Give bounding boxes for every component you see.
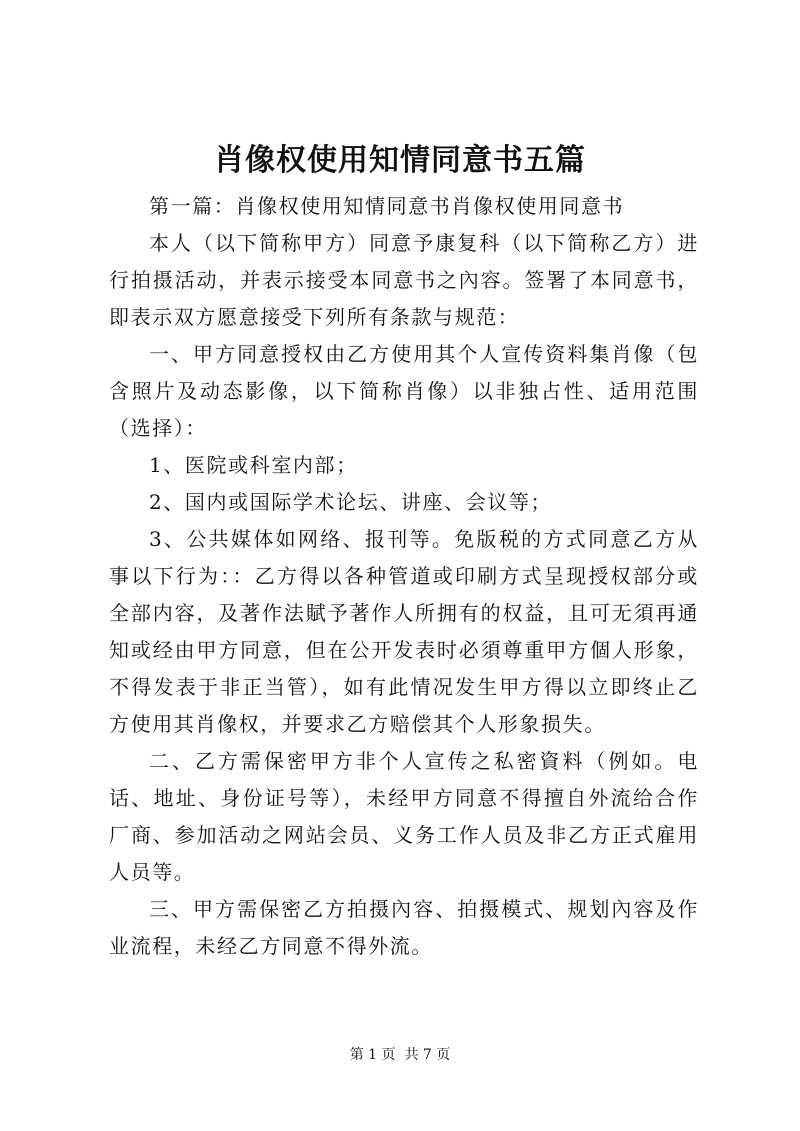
paragraph-scope-1: 1、医院或科室内部；: [149, 453, 358, 477]
paragraph-clause-2: 二、乙方需保密甲方非个人宣传之私密資料（例如。电话、地址、身份证号等），未经甲方同意不得擅自外流给合作厂商、参加活动之网站会员、义务工作人员及非乙方正式雇用人员等。: [109, 749, 699, 884]
paragraph-section-heading: 第一篇：肖像权使用知情同意书肖像权使用同意书: [149, 194, 625, 218]
paragraph-intro: 本人（以下简称甲方）同意予康复科（以下简称乙方）进行拍摄活动，并表示接受本同意书之內容。签署了本同意书，即表示双方愿意接受下列所有条款与规范：: [109, 231, 699, 329]
paragraph-clause-1: 一、甲方同意授权由乙方使用其个人宣传资料集肖像（包含照片及动态影像，以下简称肖像）以非独占性、适用范围（选择）：: [109, 342, 699, 440]
document-title: 肖像权使用知情同意书五篇: [214, 143, 586, 178]
paragraph-clause-3: 三、甲方需保密乙方拍摄內容、拍摄模式、规划內容及作业流程，未经乙方同意不得外流。: [109, 897, 699, 958]
paragraph-scope-3: 3、公共媒体如网络、报刊等。免版税的方式同意乙方从事以下行为：：乙方得以各种管道或印刷方式呈现授权部分或全部内容，及著作法賦予著作人所拥有的权益，且可无須再通知或经由甲方同意，但在公开发表时必須尊重甲方個人形象，不得发表于非正当管），如有此情况发生甲方得以立即终止乙方使用其肖像权，并要求乙方赔偿其个人形象损失。: [109, 527, 699, 736]
document-body: [109, 188, 699, 965]
paragraph-scope-2: 2、国内或国际学术论坛、讲座、会议等；: [149, 490, 553, 514]
page-number: 第 1 页 共 7 页: [349, 1047, 451, 1063]
page-footer: [0, 1045, 800, 1065]
